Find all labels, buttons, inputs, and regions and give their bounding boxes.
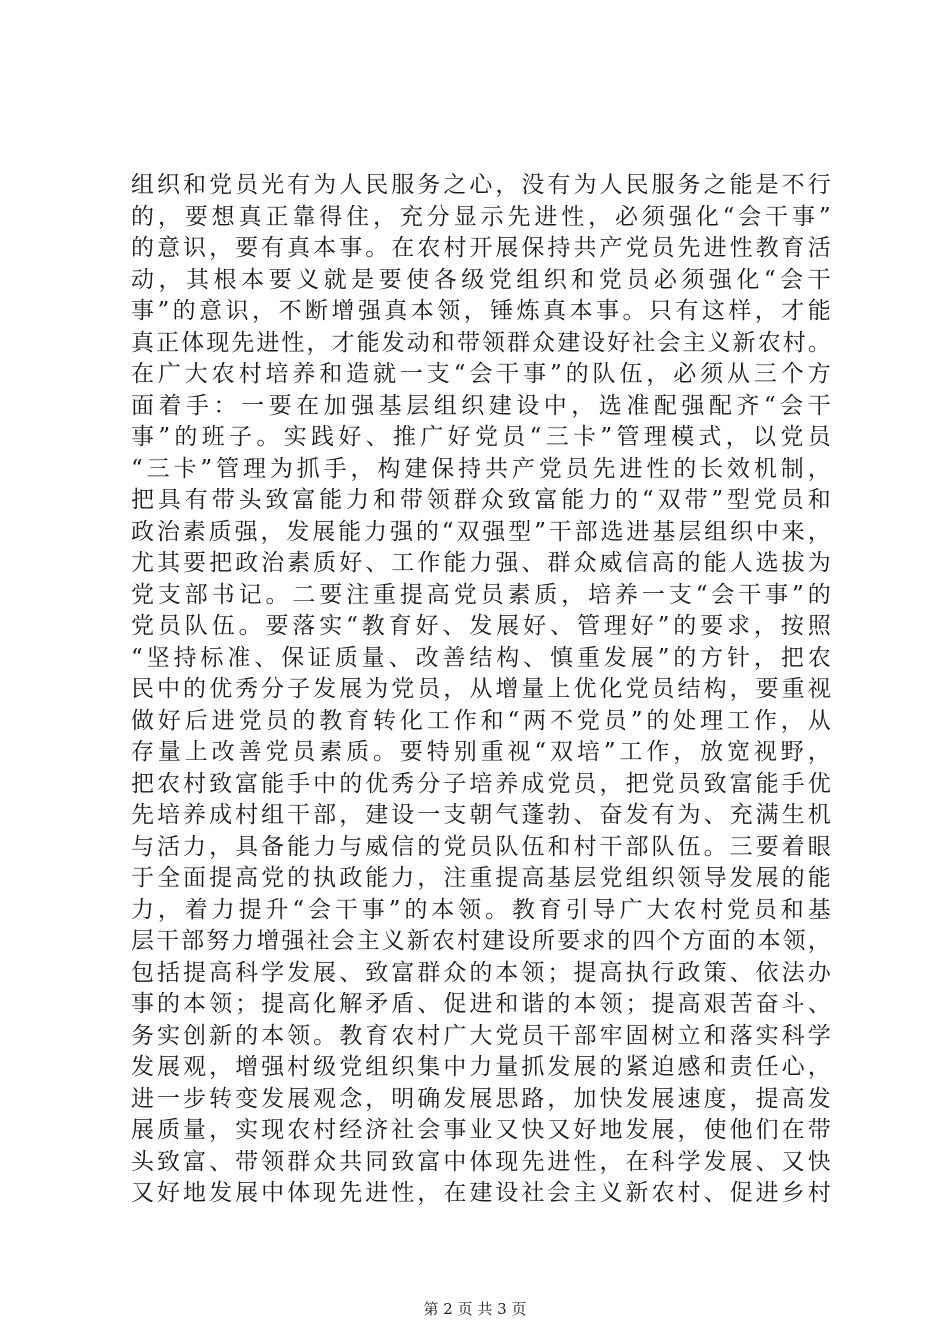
text-line: 真正体现先进性，才能发动和带领群众建设好社会主义新农村。 [131, 329, 831, 356]
text-line: 包括提高科学发展、致富群众的本领；提高执行政策、依法办 [131, 959, 831, 986]
text-line: 党员队伍。要落实“教育好、发展好、管理好”的要求，按照 [131, 613, 831, 639]
text-line: 先培养成村组干部，建设一支朝气蓬勃、奋发有为、充满生机 [131, 802, 831, 828]
text-line: 又好地发展中体现先进性，在建设社会主义新农村、促进乡村 [131, 1180, 831, 1206]
text-line: 动，其根本要义就是要使各级党组织和党员必须强化“会干 [131, 266, 831, 293]
text-line: 的意识，要有真本事。在农村开展保持共产党员先进性教育活 [131, 235, 831, 261]
text-line: 与活力，具备能力与威信的党员队伍和村干部队伍。三要着眼 [131, 833, 831, 860]
text-line: “三卡”管理为抓手，构建保持共产党员先进性的长效机制， [131, 455, 831, 482]
text-line: 进一步转变发展观念，明确发展思路，加快发展速度，提高发 [131, 1085, 831, 1112]
text-line: 面着手：一要在加强基层组织建设中，选准配强配齐“会干 [131, 392, 831, 419]
page-footer: 第 2 页 共 3 页 [423, 1300, 527, 1318]
text-line: 于全面提高党的执政能力，注重提高基层党组织领导发展的能 [131, 865, 831, 891]
text-line: 发展观，增强村级党组织集中力量抓发展的紧迫感和责任心， [131, 1054, 831, 1080]
text-line: 政治素质强，发展能力强的“双强型”干部选进基层组织中来， [131, 518, 831, 545]
text-line: “坚持标准、保证质量、改善结构、慎重发展”的方针，把农 [131, 644, 831, 671]
text-line: 层干部努力增强社会主义新农村建设所要求的四个方面的本领， [131, 928, 831, 954]
text-line: 在广大农村培养和造就一支“会干事”的队伍，必须从三个方 [131, 361, 831, 387]
text-line: 民中的优秀分子发展为党员，从增量上优化党员结构，要重视 [131, 676, 831, 702]
text-line: 展质量，实现农村经济社会事业又快又好地发展，使他们在带 [131, 1117, 831, 1143]
body-text [131, 170, 831, 1210]
text-line: 务实创新的本领。教育农村广大党员干部牢固树立和落实科学 [131, 1022, 831, 1049]
text-line: 事”的班子。实践好、推广好党员“三卡”管理模式，以党员 [131, 424, 831, 450]
text-line: 做好后进党员的教育转化工作和“两不党员”的处理工作，从 [131, 707, 831, 734]
text-line: 组织和党员光有为人民服务之心，没有为人民服务之能是不行 [131, 172, 831, 198]
text-line: 尤其要把政治素质好、工作能力强、群众威信高的能人选拔为 [131, 550, 831, 576]
text-line: 力，着力提升“会干事”的本领。教育引导广大农村党员和基 [131, 896, 831, 923]
text-line: 的，要想真正靠得住，充分显示先进性，必须强化“会干事” [131, 203, 831, 230]
text-line: 头致富、带领群众共同致富中体现先进性，在科学发展、又快 [131, 1148, 831, 1175]
text-line: 事的本领；提高化解矛盾、促进和谐的本领；提高艰苦奋斗、 [131, 991, 831, 1017]
text-line: 党支部书记。二要注重提高党员素质，培养一支“会干事”的 [131, 581, 831, 608]
text-line: 把农村致富能手中的优秀分子培养成党员，把党员致富能手优 [131, 770, 831, 797]
text-line: 存量上改善党员素质。要特别重视“双培”工作，放宽视野， [131, 739, 831, 765]
text-line: 把具有带头致富能力和带领群众致富能力的“双带”型党员和 [131, 487, 831, 513]
text-line: 事”的意识，不断增强真本领，锤炼真本事。只有这样，才能 [131, 298, 831, 324]
